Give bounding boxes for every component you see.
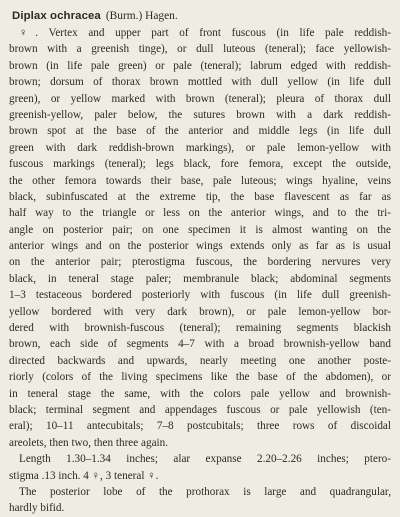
text-line: The posterior lobe of the prothorax is large and quadrangular, (19, 485, 391, 498)
text-line: brown spot at the base of the anterior and middle legs (in life dull (9, 125, 391, 138)
text-line: ♀. Vertex and upper part of front fuscous (in life pale reddish- (19, 27, 391, 39)
text-line: fuscous markings (teneral); legs black, fore femora, except the outside, (9, 158, 391, 171)
text-line: brown with a greenish tinge), or dull luteous (teneral); face yellowish- (9, 43, 391, 56)
text-line: 1–3 testaceous bordered posteriorly with fuscous (in life dull greenish- (9, 289, 391, 302)
text-line: in teneral stage the same, with the colors pale yellow and brownish- (9, 387, 391, 400)
text-line: anterior wings and on the posterior wings extends only as far as is usual (9, 240, 391, 253)
text-line: riorly (colors of the living specimens like the base of the abdomen), or (9, 371, 391, 384)
text-line: green), or yellow marked with brown (teneral); pleura of thorax dull (9, 92, 391, 105)
text-line: angle on posterior pair; on one specimen it is almost wanting on the (9, 223, 391, 236)
species-author: (Burm.) Hagen. (105, 10, 178, 22)
text-line: on the anterior pair; pterostigma fuscous, the bordering nervures very (9, 256, 391, 269)
text-line: yellow bordered with very dark brown), or pale lemon-yellow bor- (9, 305, 391, 318)
species-heading (12, 8, 391, 25)
text-line: brown; dorsum of thorax brown mottled with dull yellow (in life dull (9, 76, 391, 89)
text-line: areolets, then two, then three again. (9, 436, 169, 449)
text-line: dered with brownish-fuscous (teneral); remaining segments blackish (9, 322, 391, 335)
text-line: eral); 10–11 antecubitals; 7–8 postcubitals; three rows of discoidal (9, 420, 391, 433)
text-line: directed backwards and upwards, nearly meeting one another poste- (9, 354, 391, 367)
description-paragraph (9, 25, 391, 451)
text-line: half way to the triangle or less on the anterior wings, and to the tri- (9, 207, 391, 220)
text-line: hardly bifid. (9, 502, 65, 515)
text-line: brown (in life pale green) or pale (teneral); labrum edged with reddish- (9, 59, 391, 72)
text-line: the other femora towards their base, pale luteous; wings hyaline, veins (9, 174, 391, 187)
text-line: green with dark reddish-brown markings), or pale lemon-yellow with (9, 141, 391, 154)
text-line: black; terminal segment and appendages fuscous or pale yellowish (ten- (9, 403, 391, 416)
text-line: black, in teneral stage paler; membranule black; abdominal segments (9, 272, 391, 285)
text-line: greenish-yellow, paler below, the sutures brown with a dark reddish- (9, 108, 391, 121)
text-line: black, subinfuscated at the extreme tip, the base flavescent as far as (9, 190, 391, 203)
text-line: Length 1.30–1.34 inches; alar expanse 2.20–2.26 inches; ptero- (19, 453, 391, 466)
text-line: brown, each side of segments 4–7 with a broad brownish-yellow band (9, 338, 391, 351)
species-name: Diplax ochracea (12, 10, 101, 22)
measurements-paragraph (9, 451, 391, 484)
prothorax-paragraph (9, 484, 391, 517)
text-line: stigma .13 inch. 4 ♀, 3 teneral ♀. (9, 469, 159, 482)
